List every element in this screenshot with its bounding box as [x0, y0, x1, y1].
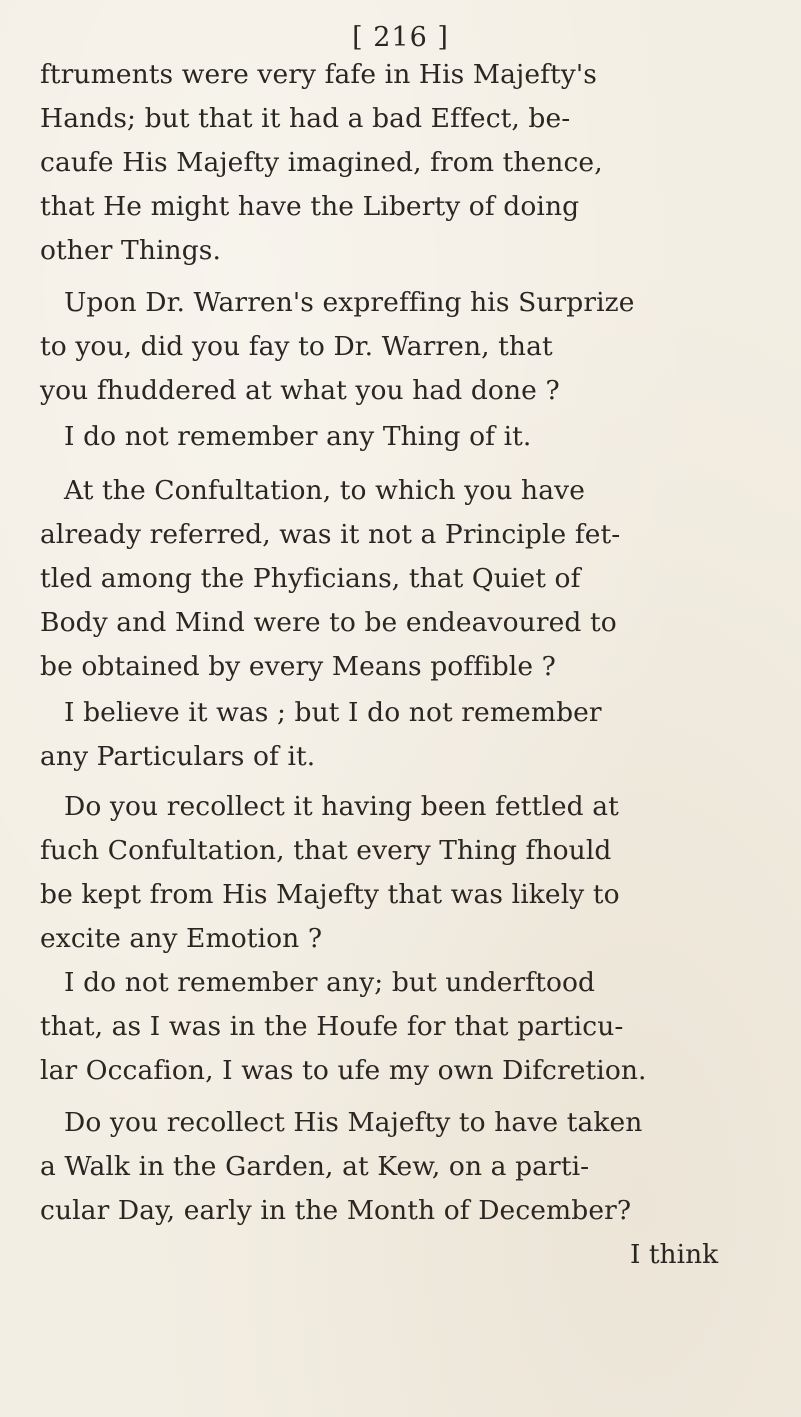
text-line: I do not remember any Thing of it. [64, 421, 532, 452]
text-line: ftruments were very fafe in His Majefty's [40, 59, 597, 90]
text-line: fuch Confultation, that every Thing fhould [40, 835, 612, 866]
catchword: I think [630, 1239, 719, 1270]
text-line: lar Occafion, I was to ufe my own Difcretion. [40, 1055, 647, 1086]
text-line: Upon Dr. Warren's expreffing his Surprize [64, 287, 635, 318]
text-line: At the Confultation, to which you have [64, 475, 585, 506]
text-line: cular Day, early in the Month of December? [40, 1195, 632, 1226]
text-line: that He might have the Liberty of doing [40, 191, 580, 222]
text-line: other Things. [40, 235, 222, 266]
text-line: a Walk in the Garden, at Kew, on a parti- [40, 1151, 590, 1182]
text-line: I believe it was ; but I do not remember [64, 697, 602, 728]
text-line: be obtained by every Means poffible ? [40, 651, 556, 682]
text-line: you fhuddered at what you had done ? [40, 375, 560, 406]
text-line: caufe His Majefty imagined, from thence, [40, 147, 603, 178]
text-line: I do not remember any; but underftood [64, 967, 596, 998]
text-line: Do you recollect it having been fettled at [64, 791, 619, 822]
page-number: [ 216 ] [352, 22, 449, 53]
text-line: excite any Emotion ? [40, 923, 323, 954]
text-line: Do you recollect His Majefty to have taken [64, 1107, 643, 1138]
text-line: tled among the Phyficians, that Quiet of [40, 563, 581, 594]
text-line: be kept from His Majefty that was likely to [40, 879, 620, 910]
text-line: already referred, was it not a Principle fet- [40, 519, 621, 550]
text-line: any Particulars of it. [40, 741, 316, 772]
text-line: Body and Mind were to be endeavoured to [40, 607, 617, 638]
text-line: Hands; but that it had a bad Effect, be- [40, 103, 571, 134]
text-line: to you, did you fay to Dr. Warren, that [40, 331, 553, 362]
text-line: that, as I was in the Houfe for that particu- [40, 1011, 624, 1042]
